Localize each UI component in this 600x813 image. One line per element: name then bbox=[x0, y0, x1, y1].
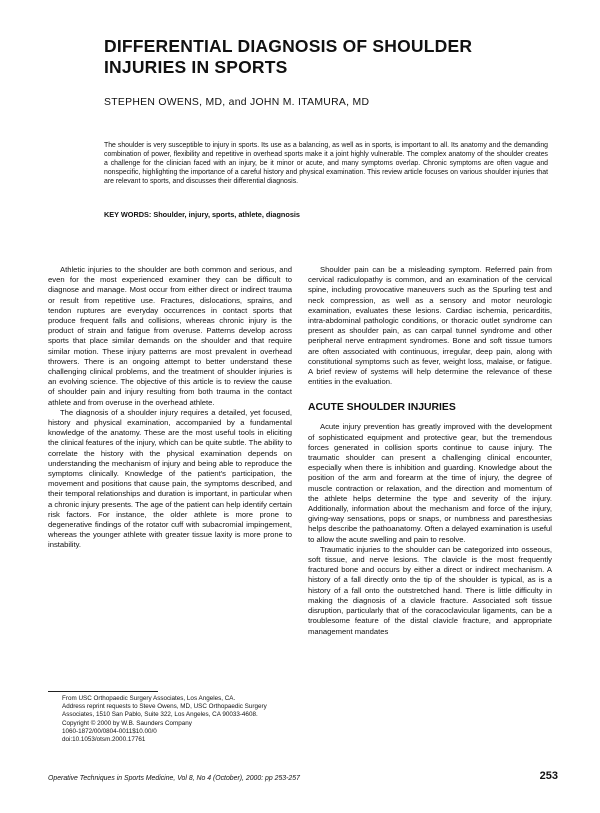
footnote-affiliation: From USC Orthopaedic Surgery Associates, Los Angeles, CA. bbox=[62, 695, 236, 702]
body-paragraph: Traumatic injuries to the shoulder can be categorized into osseous, soft tissue, and nerve lesions. The clavicle is the most frequently fractured bone and occurs by either a direct or indirect mechanism. A history of a fall directly onto the tip of the shoulder is typical, as is a history of a fall onto the outstretched hand. There is little difficulty in making the diagnosis of a clavicle fracture. Associated soft tissue disruption, particularly that of the coracoclavicular ligaments, can be a troublesome feature of the distal clavicle fracture, and appropriate management mandates bbox=[308, 544, 552, 636]
footnote-copyright: Copyright © 2000 by W.B. Saunders Company bbox=[62, 719, 192, 727]
journal-citation: Operative Techniques in Sports Medicine, Vol 8, No 4 (October), 2000: pp 253-257 bbox=[48, 775, 300, 782]
article-title: DIFFERENTIAL DIAGNOSIS OF SHOULDER INJURIES IN SPORTS bbox=[104, 36, 473, 77]
body-paragraph: The diagnosis of a shoulder injury requires a detailed, yet focused, history and physical examination, accompanied by a fundamental knowledge of the anatomy. These are the most useful tools in eliciting the clinical features of the injury, which can be quite subtle. The ability to correlate the history with the physical examination depends on understanding the mechanism of injury and being able to reproduce the symptoms clinically. Knowledge of the patient's participation, the movement and positions that cause pain, the symptoms described, and their temporal relationships and duration is important, in particular when a chronic injury presents. The age of the patient can help identify certain risk factors. For instance, the older athlete is more prone to degenerative findings of the rotator cuff with subacromial impingement, whereas the younger athlete with greater tissue laxity is more prone to instability. bbox=[48, 407, 292, 550]
abstract: The shoulder is very susceptible to injury in sports. Its use as a balancing, as well as in sports, is important to all. Its anatomy and the demanding combination of power, flexibility and repetitive in overhead sports make it a joint highly vulnerable. The complex anatomy of the shoulder creates a challenge for the clinician faced with an injury, be it minor or acute, and many symptoms overlap. Chronic symptoms are often vague and nonspecific, highlighting the importance of a careful history and physical examination. This review article focuses on various shoulder injuries that are relevant to sports, and discusses their differential diagnosis. bbox=[104, 142, 548, 186]
footnote-doi: doi:10.1053/otsm.2000.17761 bbox=[62, 736, 146, 744]
body-paragraph: Athletic injuries to the shoulder are both common and serious, and even for the most experienced examiner they can be difficult to diagnose and manage. Most occur from either direct or indirect trauma or result from repetitive use. Fractures, dislocations, sprains, and tendon ruptures are everyday occurrences in contact sports that produce frequent falls and collisions, whereas chronic injury is the product of strain and fatigue from overuse. Patterns develop across sports that place similar demands on the shoulder and that require similar motion. These injury patterns are most prevalent in overhead throwers. There is an ongoing attempt to better understand these challenging clinical problems, and the treatment of shoulder injuries is an evolving science. The objective of this article is to review the cause of shoulder pain and injury resulting from both trauma in the contact athlete and from overuse in the overhead athlete. bbox=[48, 265, 292, 407]
body-paragraph: Acute injury prevention has greatly improved with the development of sophisticated equipment and protective gear, but the tremendous forces generated in collision sports continue to cause injury. The traumatic shoulder can present a challenging clinical encounter, especially when there is inhibition and guarding. Knowledge about the position of the arm and forearm at the time of injury, the degree of muscle contraction or relaxation, and the direction and momentum of the athlete helps determine the type and severity of the injury. Additionally, information about the mechanism and force of the injury, giving-way sensations, pops or snaps, or numbness and paresthesias helps describe the pathoanatomy. Often a delayed examination is useful to allow the acute swelling and pain to resolve. bbox=[308, 422, 552, 544]
footnotes bbox=[48, 695, 292, 744]
footnote-issn: 1060-1872/00/0804-0011$10.00/0 bbox=[62, 727, 157, 735]
page-number: 253 bbox=[539, 770, 558, 782]
body-paragraph: Shoulder pain can be a misleading symptom. Referred pain from cervical radiculopathy is common, and an examination of the cervical spine, including provocative maneuvers such as the Spurling test and neck compression, as well as a sensory and motor neurologic examination, evaluates these lesions. Cardiac ischemia, pericarditis, intra-abdominal pathologic conditions, or thoracic outlet syndrome can present as shoulder pain, as can carpal tunnel syndrome and other peripheral nerve entrapment syndromes. Bone and soft tissue tumors are often associated with continuous, irregular, deep pain, along with constitutional symptoms such as fever, weight loss, malaise, or fatigue. A brief review of systems will help determine the relevance of these entities in the evaluation. bbox=[308, 265, 552, 387]
footnote-divider bbox=[48, 691, 158, 692]
left-column bbox=[48, 265, 292, 551]
keywords-list: Shoulder, injury, sports, athlete, diagnosis bbox=[153, 210, 300, 219]
footnote-address: Address reprint requests to Steve Owens, MD, USC Orthopaedic Surgery Associates, 1510 San Pablo, Suite 322, Los Angeles, CA 90033-4608. bbox=[62, 703, 267, 719]
right-column bbox=[308, 265, 552, 637]
section-heading: ACUTE SHOULDER INJURIES bbox=[308, 402, 456, 414]
keywords bbox=[104, 210, 548, 219]
keywords-label: KEY WORDS: bbox=[104, 210, 152, 219]
author-line: STEPHEN OWENS, MD, and JOHN M. ITAMURA, MD bbox=[104, 97, 370, 108]
